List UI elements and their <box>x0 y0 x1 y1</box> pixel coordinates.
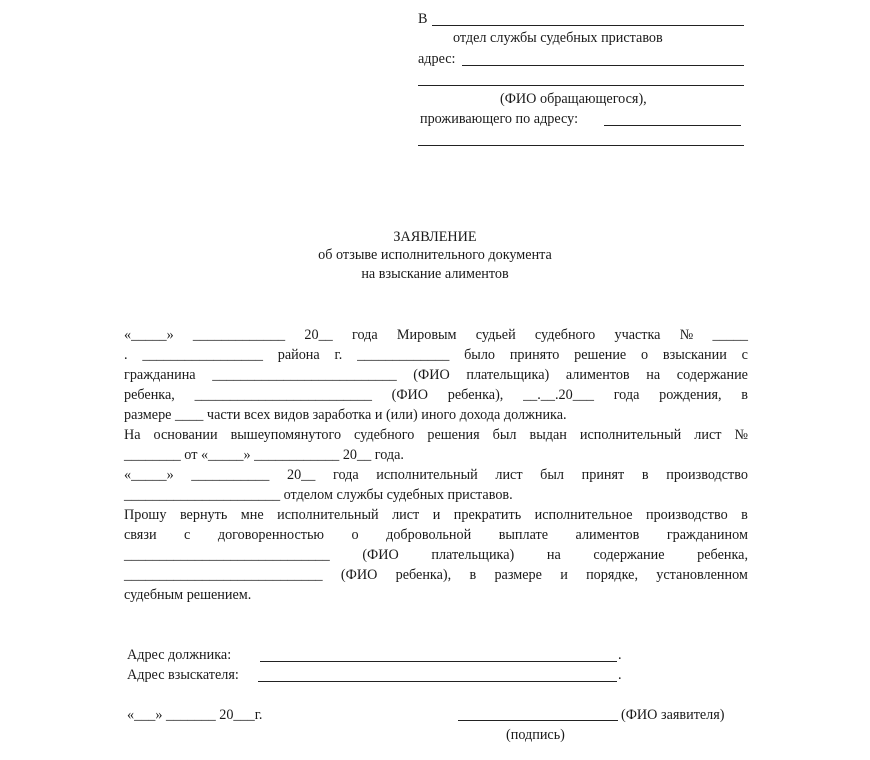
word: плательщика) <box>431 547 515 563</box>
word: в <box>469 567 477 583</box>
word: принят <box>581 467 625 483</box>
debtor-dot: . <box>618 647 622 663</box>
word: лист <box>392 507 420 523</box>
word: решение <box>574 347 627 363</box>
word: связи <box>124 527 157 543</box>
word: _____________ <box>192 327 286 343</box>
residing-field[interactable] <box>604 125 741 126</box>
address-field-2[interactable] <box>418 85 744 86</box>
word: района <box>277 347 320 363</box>
body-line-3 <box>124 366 748 384</box>
word: основании <box>153 427 218 443</box>
word: о <box>351 527 359 543</box>
word: исполнительный <box>376 467 478 483</box>
word: о <box>641 347 649 363</box>
body-line-1 <box>124 326 748 344</box>
word: вышеупомянутого <box>230 427 342 443</box>
word: алиментов <box>575 527 640 543</box>
word: _____ <box>712 327 748 343</box>
body-line-13 <box>124 566 748 584</box>
word: лист <box>694 427 722 443</box>
word: года <box>613 387 640 403</box>
word: «_____» <box>124 467 174 483</box>
word: г. <box>334 347 343 363</box>
word: решения <box>427 427 480 443</box>
word: прекратить <box>453 507 522 523</box>
signature-field[interactable] <box>458 720 618 721</box>
word: плательщика) <box>466 367 550 383</box>
word: на <box>546 547 561 563</box>
word: содержание <box>593 547 665 563</box>
word: исполнительный <box>277 507 379 523</box>
address-field[interactable] <box>462 65 744 66</box>
body-line-6 <box>124 426 748 444</box>
body-line-8 <box>124 466 748 484</box>
body-line-5: размере ____ части всех видов заработка и (или) иного дохода должника. <box>124 407 567 423</box>
word: производство <box>666 467 748 483</box>
word: выплате <box>498 527 549 543</box>
claimant-address-field[interactable] <box>258 681 617 682</box>
dept-label: отдел службы судебных приставов <box>453 30 663 46</box>
word: 20__ <box>286 467 316 483</box>
word: был <box>492 427 517 443</box>
word: взыскании <box>662 347 727 363</box>
body-line-12 <box>124 546 748 564</box>
word: в <box>741 387 748 403</box>
word: содержание <box>676 367 748 383</box>
date-field[interactable]: «___» _______ 20___г. <box>127 707 263 723</box>
word: (ФИО <box>391 387 429 403</box>
body-line-10 <box>124 506 748 524</box>
body-line-4 <box>124 386 748 404</box>
word: (ФИО <box>340 567 378 583</box>
word: _________________________ <box>194 387 372 403</box>
word: __.__.20___ <box>523 387 594 403</box>
word: установленном <box>656 567 748 583</box>
word: На <box>124 427 141 443</box>
word: ___________ <box>191 467 270 483</box>
body-line-11 <box>124 526 748 544</box>
word: № <box>734 427 748 443</box>
to-field[interactable] <box>432 25 744 26</box>
word: участка <box>614 327 661 343</box>
word: гражданином <box>666 527 748 543</box>
word: ребенка, <box>124 387 175 403</box>
body-line-2 <box>124 346 748 364</box>
word: производство <box>646 507 728 523</box>
word: принято <box>509 347 560 363</box>
word: судебного <box>534 327 596 343</box>
word: в <box>641 467 649 483</box>
word: ребенка, <box>697 547 748 563</box>
doc-subtitle-1: об отзыве исполнительного документа <box>318 247 552 263</box>
word: «_____» <box>124 327 174 343</box>
word: выдан <box>529 427 567 443</box>
word: Прошу <box>124 507 167 523</box>
word: вернуть <box>179 507 228 523</box>
applicant-fio-footer: (ФИО заявителя) <box>621 707 725 723</box>
word: ____________________________ <box>124 567 323 583</box>
residing-field-2[interactable] <box>418 145 744 146</box>
word: № <box>679 327 694 343</box>
doc-subtitle-2: на взыскание алиментов <box>361 266 509 282</box>
residing-label: проживающего по адресу: <box>420 111 579 127</box>
address-label: адрес: <box>418 51 456 67</box>
word: размере <box>494 567 542 583</box>
word: судьей <box>475 327 516 343</box>
word: с <box>741 347 748 363</box>
word: (ФИО <box>413 367 450 383</box>
word: _____________________________ <box>124 547 330 563</box>
word: и <box>560 567 568 583</box>
word: __________________________ <box>212 367 397 383</box>
word: добровольной <box>386 527 472 543</box>
body-line-9: ______________________ отделом службы судебных приставов. <box>124 487 513 503</box>
applicant-fio-label: (ФИО обращающегося), <box>500 91 647 107</box>
word: Мировым <box>396 327 457 343</box>
word: и <box>432 507 441 523</box>
to-label: В <box>418 11 428 27</box>
body-line-7: ________ от «_____» ____________ 20__ года. <box>124 447 404 463</box>
claimant-dot: . <box>618 667 622 683</box>
word: исполнительный <box>579 427 682 443</box>
word: . <box>124 347 128 363</box>
doc-title: ЗАЯВЛЕНИЕ <box>393 229 477 245</box>
word: ребенка), <box>395 567 452 583</box>
word: мне <box>240 507 264 523</box>
word: 20__ <box>304 327 333 343</box>
signature-label: (подпись) <box>506 727 565 743</box>
word: лист <box>495 467 523 483</box>
word: было <box>464 347 496 363</box>
word: исполнительное <box>534 507 633 523</box>
word: судебного <box>354 427 415 443</box>
claimant-address-label: Адрес взыскателя: <box>127 667 239 683</box>
debtor-address-field[interactable] <box>260 661 617 662</box>
word: договоренностью <box>217 527 325 543</box>
word: (ФИО <box>362 547 399 563</box>
word: на <box>646 367 661 383</box>
word: года <box>352 327 378 343</box>
word: _____________ <box>357 347 450 363</box>
word: был <box>540 467 565 483</box>
word: _________________ <box>142 347 263 363</box>
body-line-14: судебным решением. <box>124 587 252 603</box>
debtor-address-label: Адрес должника: <box>127 647 232 663</box>
word: рождения, <box>659 387 722 403</box>
word: порядке, <box>586 567 638 583</box>
word: ребенка), <box>447 387 504 403</box>
word: года <box>332 467 359 483</box>
word: гражданина <box>124 367 196 383</box>
word: алиментов <box>565 367 630 383</box>
word: в <box>741 507 748 523</box>
word: с <box>184 527 191 543</box>
